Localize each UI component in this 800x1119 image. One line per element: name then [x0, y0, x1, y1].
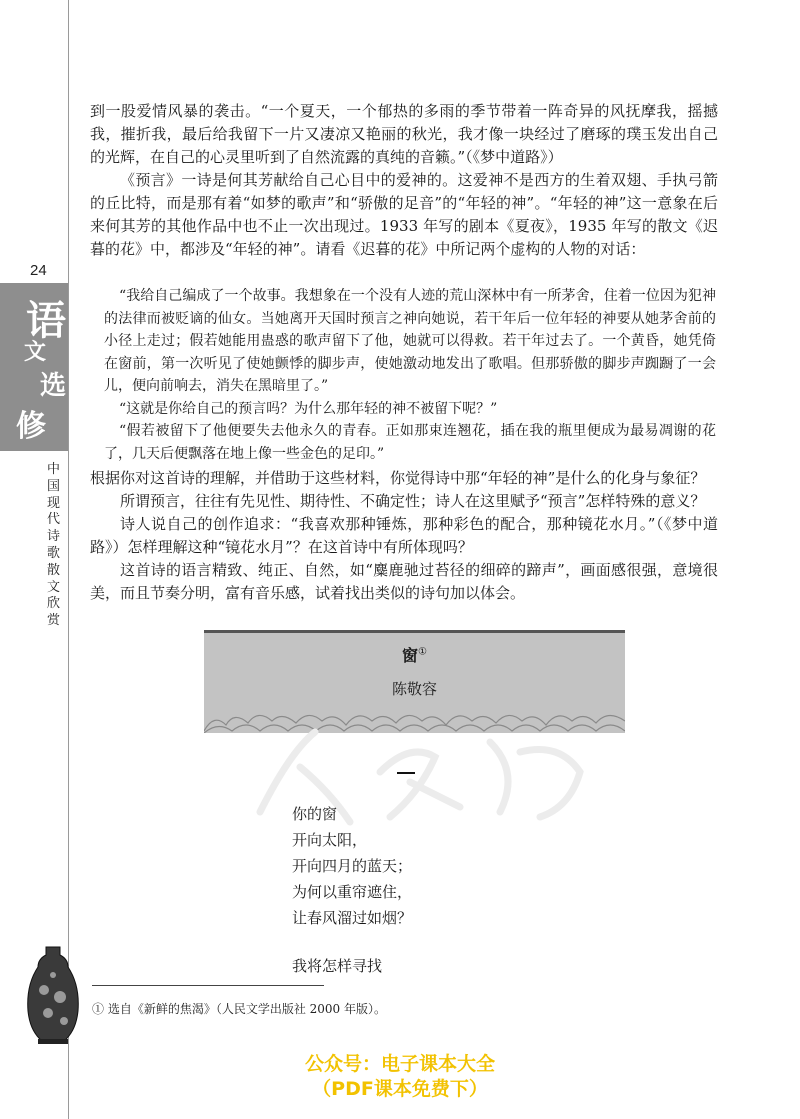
- quoted-dialogue: [104, 285, 716, 465]
- poem-title: 窗①: [402, 646, 427, 665]
- paragraph: 《预言》一诗是何其芳献给自己心目中的爱神的。这爱神不是西方的生着双翅、手执弓箭的丘比特，而是那有着“如梦的歌声”和“骄傲的足音”的“年轻的神”。“年轻的神”这一意象在后来何其芳的其他作品中也不止一次出现过。1933 年写的剧本《夏夜》，1935 年写的散文《迟暮的花》中，都涉及“年轻的神”。请看《迟暮的花》中所记两个虚构的人物的对话：: [90, 171, 718, 258]
- question: 根据你对这首诗的理解，并借助于这些材料，你觉得诗中那“年轻的神”是什么的化身与象征？: [90, 469, 706, 487]
- section-tab-char: 修: [16, 409, 46, 444]
- section-number-mark: [397, 772, 415, 774]
- quote-paragraph: “我给自己编成了一个故事。我想象在一个没有人迹的荒山深林中有一所茅舍，住着一位因为犯神的法律而被贬谪的仙女。当她离开天国时预言之神向她说，若干年后一位年轻的神要从她茅舍前的小径上走过；假若她能用蛊惑的歌声留下了他，她就可以得救。若干年过去了。一个黄昏，她凭倚在窗前，第一次听见了使她颤悸的脚步声，使她激动地发出了歌唱。但那骄傲的脚步声踟蹰了一会儿，便向前响去，消失在黑暗里了。”: [104, 288, 716, 394]
- promo-text: 公众号：电子课本大全: [304, 1053, 495, 1075]
- poem-line: 你的窗: [292, 805, 338, 823]
- poem-line: 开向四月的蓝天；: [292, 857, 413, 875]
- poem-body: [292, 801, 412, 979]
- poem-line: 开向太阳，: [292, 831, 368, 849]
- body-text: [90, 100, 718, 261]
- question: 这首诗的语言精致、纯正、自然，如“麋鹿驰过苔径的细碎的蹄声”，画面感很强，意境很美，而且节奏分明，富有音乐感，试着找出类似的诗句加以体会。: [90, 561, 718, 602]
- section-tab-char: 文: [24, 339, 47, 365]
- book-title-vertical: 中国现代诗歌散文欣赏: [47, 462, 61, 629]
- footnote: ① 选自《新鲜的焦渴》（人民文学出版社 2000 年版）。: [92, 1002, 386, 1016]
- question: 诗人说自己的创作追求：“我喜欢那种锤炼，那种彩色的配合，那种镜花水月。”（《梦中道路》）怎样理解这种“镜花水月”？在这首诗中有所体现吗？: [90, 515, 718, 556]
- vase-icon: [24, 945, 82, 1045]
- poem-line: 为何以重帘遮住，: [292, 883, 413, 901]
- quote-paragraph: “这就是你给自己的预言吗？为什么那年轻的神不被留下呢？”: [119, 400, 498, 417]
- section-tab: [0, 283, 68, 451]
- question: 所谓预言，往往有先见性、期待性、不确定性；诗人在这里赋予“预言”怎样特殊的意义？: [120, 492, 706, 510]
- study-questions: [90, 467, 718, 605]
- publisher-watermark: [220, 712, 640, 832]
- section-tab-char: 选: [40, 371, 67, 401]
- paragraph: 到一股爱情风暴的袭击。“一个夏天，一个郁热的多雨的季节带着一阵奇异的风抚摩我，摇撼我，摧折我，最后给我留下一片又凄凉又艳丽的秋光，我才像一块经过了磨琢的璞玉发出自己的光辉，在自己的心灵里听到了自然流露的真纯的音籁。”（《梦中道路》）: [90, 102, 718, 166]
- section-tab-char: 语: [26, 297, 66, 344]
- page-number: 24: [30, 262, 47, 279]
- footnote-divider: [92, 985, 324, 986]
- footnote-marker: ①: [418, 646, 427, 658]
- promo-text: （PDF课本免费下）: [312, 1078, 488, 1100]
- poem-author: 陈敬容: [391, 681, 437, 698]
- poem-line: 让春风溜过如烟？: [292, 909, 413, 927]
- quote-paragraph: “假若被留下了他便要失去他永久的青春。正如那束连翘花，插在我的瓶里便成为最易凋谢的花了，几天后便飘落在地上像一些金色的足印。”: [104, 423, 716, 462]
- poem-line: 我将怎样寻找: [292, 957, 383, 975]
